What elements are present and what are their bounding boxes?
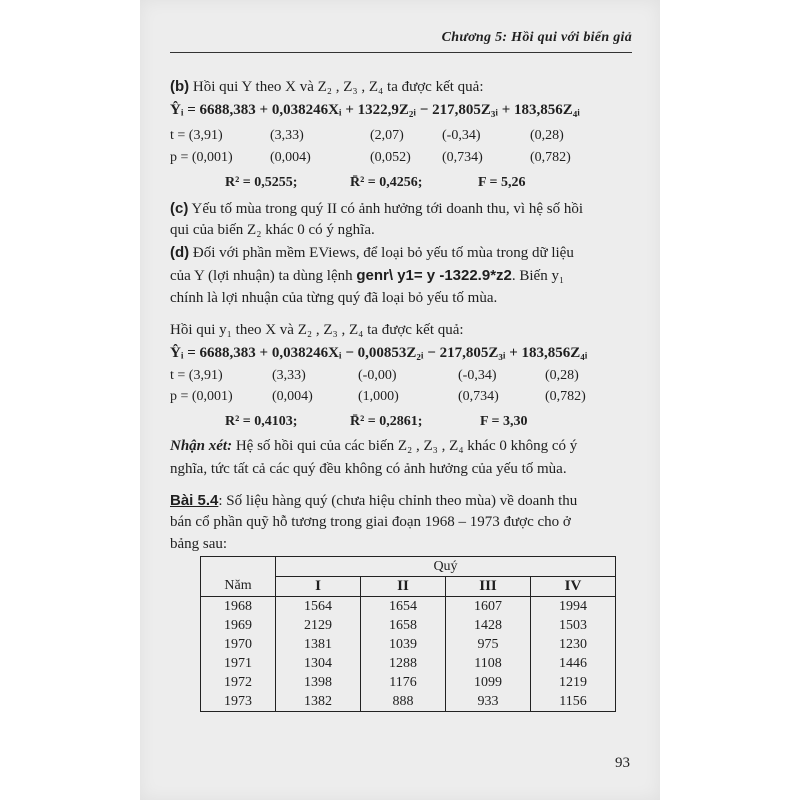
year-cell: 1971 <box>201 654 276 673</box>
value-cell: 1219 <box>531 673 616 692</box>
value-cell: 1994 <box>531 597 616 617</box>
part-b-equation: Ŷᵢ = 6688,383 + 0,038246Xᵢ + 1322,9Z₂ᵢ − 217,805Z₃ᵢ + 183,856Z₄ᵢ <box>170 102 580 118</box>
value-cell: 1654 <box>361 597 446 617</box>
part-d-label: (d) <box>170 244 190 261</box>
value-cell: 1156 <box>531 692 616 712</box>
value-cell: 888 <box>361 692 446 712</box>
value-cell: 1099 <box>446 673 531 692</box>
part-b-t-value: (2,07) <box>370 128 404 143</box>
part-c-line-2: qui của biến Z₂ khác 0 có ý nghĩa. <box>170 222 375 238</box>
quarter-header: I <box>276 577 361 597</box>
year-cell: 1973 <box>201 692 276 712</box>
part-c-line-1 <box>170 200 583 218</box>
page-number: 93 <box>615 755 630 771</box>
part-b-label: (b) <box>170 78 190 95</box>
part-b-t-value: (0,28) <box>530 128 564 143</box>
value-cell: 1230 <box>531 635 616 654</box>
table-row <box>201 635 616 654</box>
running-head: Chương 5: Hồi qui với biến giả <box>441 30 632 45</box>
part-e-p-value: (1,000) <box>358 389 399 404</box>
value-cell: 1564 <box>276 597 361 617</box>
part-e-t-value: (3,33) <box>272 368 306 383</box>
value-cell: 1039 <box>361 635 446 654</box>
exercise-text: : Số liệu hàng quý (chưa hiệu chỉnh theo mùa) về doanh thu <box>218 493 578 509</box>
value-cell: 1288 <box>361 654 446 673</box>
part-d-line-1 <box>170 244 574 262</box>
part-b-p-value: (0,734) <box>442 150 483 165</box>
part-c-label: (c) <box>170 200 189 217</box>
exercise-line-3: bảng sau: <box>170 536 228 552</box>
value-cell: 1446 <box>531 654 616 673</box>
value-cell: 1607 <box>446 597 531 617</box>
part-e-t-value: (-0,00) <box>358 368 397 383</box>
table-corner-cell <box>201 557 276 577</box>
part-c-text: Yếu tố mùa trong quý II có ảnh hưởng tới doanh thu, vì hệ số hồi <box>191 201 583 217</box>
part-b-intro <box>170 78 483 96</box>
value-cell: 1304 <box>276 654 361 673</box>
exercise-line-1 <box>170 492 577 510</box>
part-e-p-value: (0,004) <box>272 389 313 404</box>
part-e-t-value: (-0,34) <box>458 368 497 383</box>
year-column-header: Năm <box>201 577 276 597</box>
part-e-p-value: (0,782) <box>545 389 586 404</box>
part-d-text-pre: của Y (lợi nhuận) ta dùng lệnh <box>170 268 357 284</box>
value-cell: 1108 <box>446 654 531 673</box>
part-d-text: Đối với phần mềm EViews, để loại bỏ yếu tố mùa trong dữ liệu <box>192 245 574 261</box>
quarterly-sales-table <box>200 556 616 712</box>
part-b-f: F = 5,26 <box>478 175 526 190</box>
header-rule <box>170 52 632 53</box>
part-e-p-value: (0,734) <box>458 389 499 404</box>
year-cell: 1972 <box>201 673 276 692</box>
eviews-command: genr\ y1= y -1322.9*z2 <box>356 267 512 284</box>
quarter-header: III <box>446 577 531 597</box>
part-b-t-label: t = (3,91) <box>170 128 223 143</box>
part-b-t-value: (-0,34) <box>442 128 481 143</box>
part-e-equation: Ŷᵢ = 6688,383 + 0,038246Xᵢ − 0,00853Z₂ᵢ − 217,805Z₃ᵢ + 183,856Z₄ᵢ <box>170 345 588 361</box>
value-cell: 933 <box>446 692 531 712</box>
part-e-t-label: t = (3,91) <box>170 368 223 383</box>
table-row <box>201 654 616 673</box>
part-e-t-value: (0,28) <box>545 368 579 383</box>
part-b-p-label: p = (0,001) <box>170 150 233 165</box>
table-row <box>201 692 616 712</box>
quarter-group-header: Quý <box>276 557 616 577</box>
part-b-text: Hồi qui Y theo X và Z₂ , Z₃ , Z₄ ta được kết quả: <box>192 79 484 95</box>
year-cell: 1970 <box>201 635 276 654</box>
part-d-text-post: . Biến y₁ <box>511 268 565 284</box>
table-row <box>201 616 616 635</box>
remark-text: Hệ số hồi qui của các biến Z₂ , Z₃ , Z₄ khác 0 không có ý <box>235 438 578 454</box>
part-e-f: F = 3,30 <box>480 414 528 429</box>
part-d-line-3: chính là lợi nhuận của từng quý đã loại bỏ yếu tố mùa. <box>170 290 498 306</box>
part-b-r2: R² = 0,5255; <box>225 175 298 190</box>
value-cell: 1382 <box>276 692 361 712</box>
exercise-label: Bài 5.4 <box>170 492 219 509</box>
part-b-adj-r2: R̄² = 0,4256; <box>350 175 423 190</box>
part-e-r2: R² = 0,4103; <box>225 414 298 429</box>
book-page <box>140 0 660 800</box>
value-cell: 1658 <box>361 616 446 635</box>
quarter-header: IV <box>531 577 616 597</box>
exercise-line-2: bán cổ phần quỹ hỗ tương trong giai đoạn 1968 – 1973 được cho ở <box>170 514 571 530</box>
table-row <box>201 673 616 692</box>
value-cell: 2129 <box>276 616 361 635</box>
value-cell: 975 <box>446 635 531 654</box>
year-cell: 1968 <box>201 597 276 617</box>
year-cell: 1969 <box>201 616 276 635</box>
part-d-line-2 <box>170 267 564 285</box>
part-b-p-value: (0,052) <box>370 150 411 165</box>
table-group-header-row <box>201 557 616 577</box>
part-e-intro: Hồi qui y₁ theo X và Z₂ , Z₃ , Z₄ ta được kết quả: <box>170 322 464 338</box>
part-e-adj-r2: R̄² = 0,2861; <box>350 414 423 429</box>
value-cell: 1176 <box>361 673 446 692</box>
table-row <box>201 597 616 617</box>
part-b-p-value: (0,004) <box>270 150 311 165</box>
remark-label: Nhận xét: <box>170 438 233 454</box>
value-cell: 1381 <box>276 635 361 654</box>
quarter-header: II <box>361 577 446 597</box>
remark-line-2: nghĩa, tức tất cả các quý đều không có ảnh hưởng của yếu tố mùa. <box>170 461 567 477</box>
part-e-p-label: p = (0,001) <box>170 389 233 404</box>
remark-line-1 <box>170 438 577 455</box>
value-cell: 1428 <box>446 616 531 635</box>
value-cell: 1503 <box>531 616 616 635</box>
part-b-t-value: (3,33) <box>270 128 304 143</box>
table-header-row <box>201 577 616 597</box>
part-b-p-value: (0,782) <box>530 150 571 165</box>
value-cell: 1398 <box>276 673 361 692</box>
